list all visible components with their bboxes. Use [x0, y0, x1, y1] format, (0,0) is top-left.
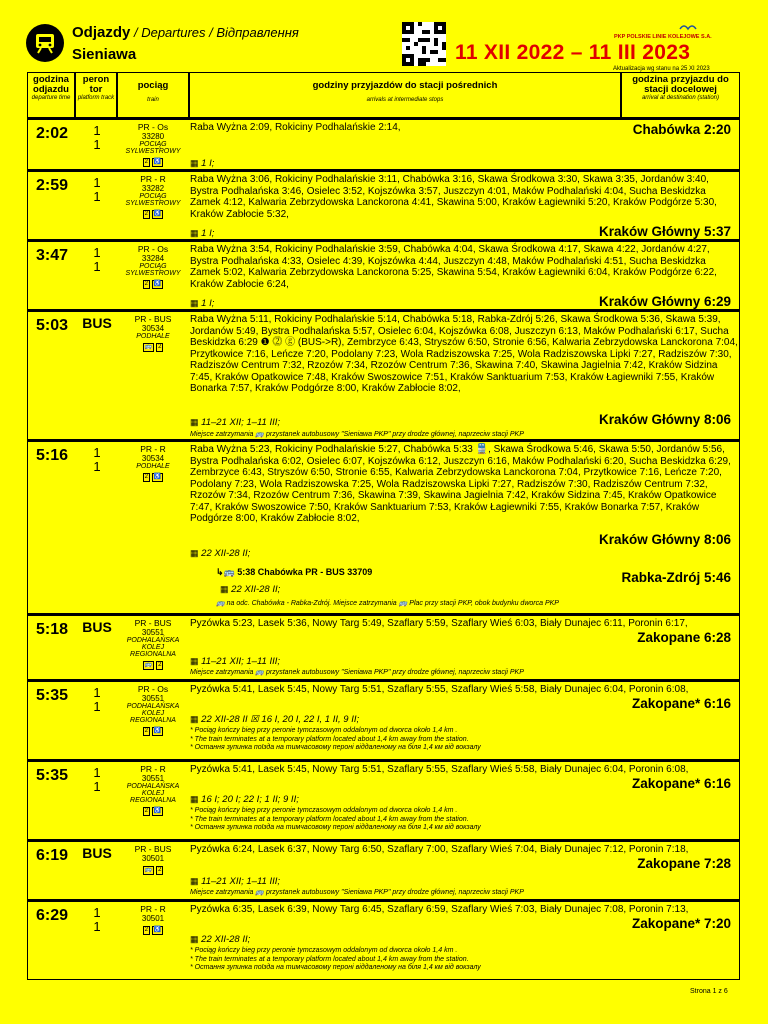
departure-row[interactable]: [27, 614, 740, 680]
accessible-icon: ♿: [153, 159, 162, 165]
accessible-icon: ♿: [153, 808, 162, 814]
train-number: 30534: [141, 324, 165, 333]
train-number: 30534: [141, 454, 165, 463]
calendar-icon: ▦: [220, 584, 229, 594]
platform: 1: [93, 245, 101, 260]
stop-note: * Pociąg kończy bieg przy peronie tymczasowym oddalonym od dworca około 1,4 km . * The train terminates at a temporary platform located about 1,4 km away from the station. * Остання зупинка поїзда на тимчасовому пероні віддаленому на біля 1,4 км від вокзалу: [190, 727, 481, 751]
departure-time: 5:16: [35, 447, 69, 464]
departure-row[interactable]: [27, 840, 740, 900]
train-category: PR - R: [140, 174, 166, 184]
train-amenity-icons: [118, 865, 188, 875]
train-amenity-icons: [118, 726, 188, 736]
accessible-icon: ♿: [153, 728, 162, 734]
accessible-icon: ♿: [153, 211, 162, 217]
title-polish: Odjazdy: [72, 24, 131, 41]
calendar-icon: ▦: [190, 876, 199, 886]
platform: 1: [93, 123, 101, 138]
calendar-text: 22 XII-28 II ☒ 16 I, 20 I, 22 I, 1 II, 9 II;: [201, 714, 360, 725]
calendar-icon: ▦: [190, 228, 199, 238]
track: 1: [93, 137, 101, 152]
transfer-calendar-text: 22 XII-28 II;: [231, 584, 281, 595]
intermediate-stops: Raba Wyżna 2:09, Rokiciny Podhalańskie 2:14,: [190, 122, 401, 133]
train-name: PODHALAŃSKA KOLEJ REGIONALNA: [126, 783, 180, 804]
accessible-icon: ♿: [153, 474, 162, 480]
intermediate-stops: Pyzówka 6:24, Lasek 6:37, Nowy Targ 6:50, Szaflary 7:00, Szaflary Wieś 7:04, Biały Dunajec 7:12, Poronin 7:18,: [190, 844, 689, 855]
train-info: [118, 172, 188, 219]
class-2-icon: 2: [144, 808, 148, 814]
destination-arrival: Chabówka 2:20: [632, 122, 731, 137]
train-info: [118, 242, 188, 289]
class-2-icon: 2: [158, 662, 162, 668]
train-icon: [26, 24, 64, 62]
calendar-text: 16 I; 20 I; 22 I; 1 II; 9 II;: [201, 794, 299, 805]
destination-arrival: Zakopane* 7:20: [631, 916, 731, 931]
train-info: [118, 442, 188, 482]
track: 1: [93, 259, 101, 274]
calendar-text: 11–21 XII; 1–11 III;: [201, 417, 281, 428]
train-name: PODHALAŃSKA KOLEJ REGIONALNA: [126, 703, 180, 724]
stop-note: Miejsce zatrzymania 🚌 przystanek autobusowy "Sieniawa PKP" przy drodze głównej, naprzeciw stacji PKP: [190, 431, 524, 438]
calendar-days: [190, 876, 280, 887]
page-number: Strona 1 z 6: [690, 988, 728, 995]
departure-time: 2:59: [35, 177, 69, 194]
departure-time: 5:18: [35, 621, 69, 638]
column-arrival-label: godzina przyjazdu do stacji docelowej: [632, 74, 729, 95]
departure-row[interactable]: [27, 118, 740, 170]
stop-note: 🚌 na odc. Chabówka - Rabka-Zdrój. Miejsce zatrzymania 🚌 Plac przy stacji PKP, obok budynku dworca PKP: [216, 600, 559, 607]
departure-row[interactable]: [27, 240, 740, 310]
train-category: PR - BUS: [134, 618, 172, 628]
calendar-text: 1 I;: [201, 158, 215, 169]
validity-period: 11 XII 2022 – 11 III 2023: [455, 41, 691, 64]
transfer-connection: ↳🚌 5:38 Chabówka PR - BUS 33709: [216, 567, 373, 577]
calendar-days: [190, 548, 250, 559]
class-2-icon: 2: [144, 211, 148, 217]
class-2-icon: 2: [144, 474, 148, 480]
destination-arrival: Kraków Główny 8:06: [598, 412, 731, 427]
platform-track: [76, 762, 118, 794]
calendar-icon: ▦: [190, 417, 199, 427]
train-name: PODHALAŃSKA KOLEJ REGIONALNA: [126, 637, 180, 658]
stop-note: * Pociąg kończy bieg przy peronie tymczasowym oddalonym od dworca około 1,4 km . * The train terminates at a temporary platform located about 1,4 km away from the station. * Остання зупинка поїзда на тимчасовому пероні віддаленому на біля 1,4 км від вокзалу: [190, 807, 481, 831]
update-note: Aktualizacja wg stanu na 25 XI 2023: [613, 66, 710, 72]
departure-time: 3:47: [35, 247, 69, 264]
title-translations: / Departures / Відправлення: [130, 25, 299, 40]
intermediate-stops: Pyzówka 5:23, Lasek 5:36, Nowy Targ 5:49, Szaflary 5:59, Szaflary Wieś 6:03, Biały Dunajec 6:11, Poronin 6:17,: [190, 618, 688, 629]
calendar-icon: ▦: [190, 548, 199, 558]
train-category: PR - R: [140, 764, 166, 774]
calendar-days: [190, 228, 214, 239]
calendar-days: [190, 298, 214, 309]
calendar-days: [190, 794, 299, 805]
destination-arrival: Zakopane* 6:16: [631, 776, 731, 791]
track: 1: [93, 779, 101, 794]
train-category: PR - R: [140, 904, 166, 914]
class-2-icon: 2: [158, 344, 162, 350]
departure-row[interactable]: [27, 680, 740, 760]
train-info: [118, 842, 188, 875]
train-info: [118, 762, 188, 816]
track: 1: [93, 189, 101, 204]
departure-time: 2:02: [35, 125, 69, 142]
train-category: PR - Os: [137, 684, 169, 694]
departure-row[interactable]: [27, 170, 740, 240]
departure-row[interactable]: [27, 760, 740, 840]
calendar-icon: ▦: [190, 934, 199, 944]
train-number: 30551: [141, 774, 165, 783]
column-departure-label: godzina odjazdu: [33, 74, 69, 95]
calendar-icon: ▦: [190, 298, 199, 308]
transfer-destination: Rabka-Zdrój 5:46: [621, 570, 731, 585]
train-amenity-icons: [118, 342, 188, 352]
train-info: [118, 312, 188, 352]
intermediate-stops: Pyzówka 6:35, Lasek 6:39, Nowy Targ 6:45, Szaflary 6:59, Szaflary Wieś 7:03, Biały Dunajec 7:08, Poronin 7:13,: [190, 904, 689, 915]
train-number: 30551: [141, 628, 165, 637]
train-category: PR - BUS: [134, 844, 172, 854]
stop-note: Miejsce zatrzymania 🚌 przystanek autobusowy "Sieniawa PKP" przy drodze głównej, naprzeciw stacji PKP: [190, 889, 524, 896]
calendar-text: 1 I;: [201, 228, 215, 239]
column-track-sub: platform track: [77, 95, 115, 101]
train-info: [118, 616, 188, 670]
destination-arrival: Kraków Główny 6:29: [598, 294, 731, 309]
platform-track: [76, 172, 118, 204]
train-info: [118, 120, 188, 167]
calendar-icon: ▦: [190, 656, 199, 666]
destination-arrival: Zakopane 6:28: [637, 630, 731, 645]
train-number: 33280: [141, 132, 165, 141]
platform-track: [76, 442, 118, 474]
station-name: Sieniawa: [72, 46, 137, 63]
column-header-departure: [27, 72, 75, 118]
train-number: 30501: [141, 854, 165, 863]
intermediate-stops: Pyzówka 5:41, Lasek 5:45, Nowy Targ 5:51, Szaflary 5:55, Szaflary Wieś 5:58, Biały Dunajec 6:04, Poronin 6:08,: [190, 764, 689, 775]
train-number: 33282: [141, 184, 165, 193]
calendar-days: [190, 714, 359, 725]
destination-arrival: Zakopane* 6:16: [631, 696, 731, 711]
train-number: 30501: [141, 914, 165, 923]
train-category: PR - Os: [137, 244, 169, 254]
train-amenity-icons: [118, 472, 188, 482]
intermediate-stops: Raba Wyżna 3:06, Rokiciny Podhalańskie 3:11, Chabówka 3:16, Skawa Środkowa 3:30, Skawa 3:35, Jordanów 3:40, Bystra Podhalańska 3:46, Osielec 3:52, Kojszówka 3:57, Juszczyn 4:01, Maków Podhalański 4:04, Sucha Beskidzka Zamek 4:12, Kalwaria Zebrzydowska Lanckorona 4:41, Skawina 5:00, Kraków Łagiewniki 5:20, Kraków Podgórze 5:30, Kraków Zabłocie 5:32,: [190, 174, 717, 220]
column-train-label: pociąg: [137, 80, 169, 91]
calendar-text: 22 XII-28 II;: [201, 548, 251, 559]
calendar-days: [190, 656, 280, 667]
platform-track: [76, 902, 118, 934]
train-name: POCIĄG SYLWESTROWY: [125, 141, 181, 155]
train-name: PODHALE: [136, 333, 170, 340]
train-category: PR - Os: [137, 122, 169, 132]
platform: 1: [93, 445, 101, 460]
column-header-stops: [189, 72, 621, 118]
stop-note: Miejsce zatrzymania 🚌 przystanek autobusowy "Sieniawa PKP" przy drodze głównej, naprzeciw stacji PKP: [190, 669, 524, 676]
calendar-days: [190, 417, 280, 428]
destination-arrival: Kraków Główny 8:06: [598, 532, 731, 547]
column-header-track: [75, 72, 117, 118]
departure-time: 5:35: [35, 767, 69, 784]
column-departure-sub: departure time: [31, 95, 71, 101]
platform: BUS: [82, 619, 112, 635]
train-number: 30551: [141, 694, 165, 703]
class-2-icon: 2: [144, 927, 148, 933]
track: 1: [93, 699, 101, 714]
bus-icon: 🚌: [144, 662, 153, 668]
calendar-icon: ▦: [190, 158, 199, 168]
column-train-sub: train: [147, 97, 159, 103]
platform: 1: [93, 765, 101, 780]
train-info: [118, 682, 188, 736]
calendar-text: 11–21 XII; 1–11 III;: [201, 656, 281, 667]
class-2-icon: 2: [158, 867, 162, 873]
train-number: 33284: [141, 254, 165, 263]
column-header-arrival: [621, 72, 740, 118]
train-info: [118, 902, 188, 935]
accessible-icon: ♿: [153, 281, 162, 287]
platform: BUS: [82, 845, 112, 861]
train-amenity-icons: [118, 209, 188, 219]
bus-icon: 🚌: [144, 867, 153, 873]
train-category: PR - BUS: [134, 314, 172, 324]
track: 1: [93, 459, 101, 474]
departure-time: 5:03: [35, 317, 69, 334]
train-amenity-icons: [118, 806, 188, 816]
qr-code-icon: [402, 22, 446, 66]
platform: BUS: [82, 315, 112, 331]
platform-track: [76, 242, 118, 274]
train-name: POCIĄG SYLWESTROWY: [125, 193, 181, 207]
bus-icon: 🚌: [144, 344, 153, 350]
accessible-icon: ♿: [153, 927, 162, 933]
calendar-icon: ▦: [190, 794, 199, 804]
column-arrival-sub: arrival at destination (station): [641, 95, 720, 101]
operator-name: PKP POLSKIE LINIE KOLEJOWE S.A.: [614, 34, 712, 40]
departure-time: 6:19: [35, 847, 69, 864]
calendar-days: [190, 158, 214, 169]
platform: 1: [93, 905, 101, 920]
train-category: PR - R: [140, 444, 166, 454]
platform: 1: [93, 175, 101, 190]
intermediate-stops: Raba Wyżna 5:11, Rokiciny Podhalańskie 5:14, Chabówka 5:18, Rabka-Zdrój 5:26, Skawa Środkowa 5:36, Skawa 5:39, Jordanów 5:49, Bystra Podhalańska 5:57, Osielec 6:04, Kojszówka 6:08, Juszczyn 6:13, Maków Podhalański 6:17, Sucha Beskidzka 6:29 ❶ ⓶ ⓖ (BUS->R), Zembrzyce 6:43, Stryszów 6:50, Stronie 6:56, Kalwaria Zebrzydowska Lanckorona 7:04, Przytkowice 7:16, Leńcze 7:20, Podolany 7:23, Wola Radziszowska 7:25, Wola Radziszowska Lipki 7:27, Radziszów 7:30, Radziszów Centrum 7:32, Rzozów 7:34, Rzozów Centrum 7:36, Skawina 7:40, Skawina Jagielnia 7:42, Kraków Sidzina 7:45, Kraków Opatkowice 7:48, Kraków Swoszowice 7:51, Kraków Sanktuarium 7:53, Kraków Łagiewniki 7:55, Kraków Bonarka 7:57, Kraków Podgórze 8:00, Kraków Zabłocie 8:02,: [190, 314, 738, 394]
train-name: POCIĄG SYLWESTROWY: [125, 263, 181, 277]
page-title: [72, 24, 299, 41]
column-stops-label: godziny przyjazdów do stacji pośrednich: [312, 80, 498, 91]
column-header-train: [117, 72, 189, 118]
destination-arrival: Zakopane 7:28: [637, 856, 731, 871]
train-amenity-icons: [118, 157, 188, 167]
intermediate-stops: Pyzówka 5:41, Lasek 5:45, Nowy Targ 5:51, Szaflary 5:55, Szaflary Wieś 5:58, Biały Dunajec 6:04, Poronin 6:08,: [190, 684, 689, 695]
train-amenity-icons: [118, 660, 188, 670]
page-header: [0, 0, 768, 72]
train-name: PODHALE: [136, 463, 170, 470]
departure-row[interactable]: [27, 440, 740, 614]
calendar-text: 1 I;: [201, 298, 215, 309]
platform-track: [76, 682, 118, 714]
column-stops-sub: arrivals at intermediate stops: [366, 97, 444, 103]
departure-time: 5:35: [35, 687, 69, 704]
transfer-calendar: [220, 584, 280, 595]
platform-track: [76, 120, 118, 152]
departure-row[interactable]: [27, 900, 740, 980]
departure-row[interactable]: [27, 310, 740, 440]
platform-track: [76, 312, 118, 330]
stop-note: * Pociąg kończy bieg przy peronie tymczasowym oddalonym od dworca około 1,4 km . * The train terminates at a temporary platform located about 1,4 km away from the station. * Остання зупинка поїзда на тимчасовому пероні віддаленому на біля 1,4 км від вокзалу: [190, 947, 481, 971]
train-amenity-icons: [118, 925, 188, 935]
class-2-icon: 2: [144, 728, 148, 734]
column-track-label: peron tor: [82, 74, 110, 95]
intermediate-stops: Raba Wyżna 3:54, Rokiciny Podhalańskie 3:59, Chabówka 4:04, Skawa Środkowa 4:17, Skawa 4:22, Jordanów 4:27, Bystra Podhalańska 4:33, Osielec 4:39, Kojszówka 4:44, Juszczyn 4:48, Maków Podhalański 4:51, Sucha Beskidzka Zamek 5:02, Kalwaria Zebrzydowska Lanckorona 5:25, Skawina 5:54, Kraków Łagiewniki 6:04, Kraków Podgórze 6:22, Kraków Zabłocie 6:24,: [190, 244, 717, 290]
intermediate-stops: Raba Wyżna 5:23, Rokiciny Podhalańskie 5:27, Chabówka 5:33 🚆, Skawa Środkowa 5:46, Skawa 5:50, Jordanów 5:56, Bystra Podhalańska 6:02, Osielec 6:07, Kojszówka 6:12, Juszczyn 6:16, Maków Podhalański 6:20, Sucha Beskidzka 6:29, Zembrzyce 6:43, Stryszów 6:50, Stronie 6:55, Kalwaria Zebrzydowska Lanckorona 7:04, Przytkowice 7:16, Leńcze 7:20, Podolany 7:23, Wola Radziszowska 7:25, Wola Radziszowska Lipki 7:27, Radziszów 7:30, Radziszów Centrum 7:32, Rzozów 7:34, Rzozów Centrum 7:36, Skawina 7:39, Skawina Jagielnia 7:42, Kraków Sidzina 7:45, Kraków Opatkowice 7:47, Kraków Swoszowice 7:50, Kraków Sanktuarium 7:53, Kraków Łagiewniki 7:55, Kraków Bonarka 7:57, Kraków Podgórze 8:00, Kraków Zabłocie 8:02,: [190, 444, 731, 524]
calendar-text: 22 XII-28 II;: [201, 934, 251, 945]
calendar-days: [190, 934, 250, 945]
platform: 1: [93, 685, 101, 700]
calendar-icon: ▦: [190, 714, 199, 724]
destination-arrival: Kraków Główny 5:37: [598, 224, 731, 239]
track: 1: [93, 919, 101, 934]
train-amenity-icons: [118, 279, 188, 289]
platform-track: [76, 616, 118, 634]
class-2-icon: 2: [144, 281, 148, 287]
platform-track: [76, 842, 118, 860]
class-2-icon: 2: [144, 159, 148, 165]
calendar-text: 11–21 XII; 1–11 III;: [201, 876, 281, 887]
departure-time: 6:29: [35, 907, 69, 924]
